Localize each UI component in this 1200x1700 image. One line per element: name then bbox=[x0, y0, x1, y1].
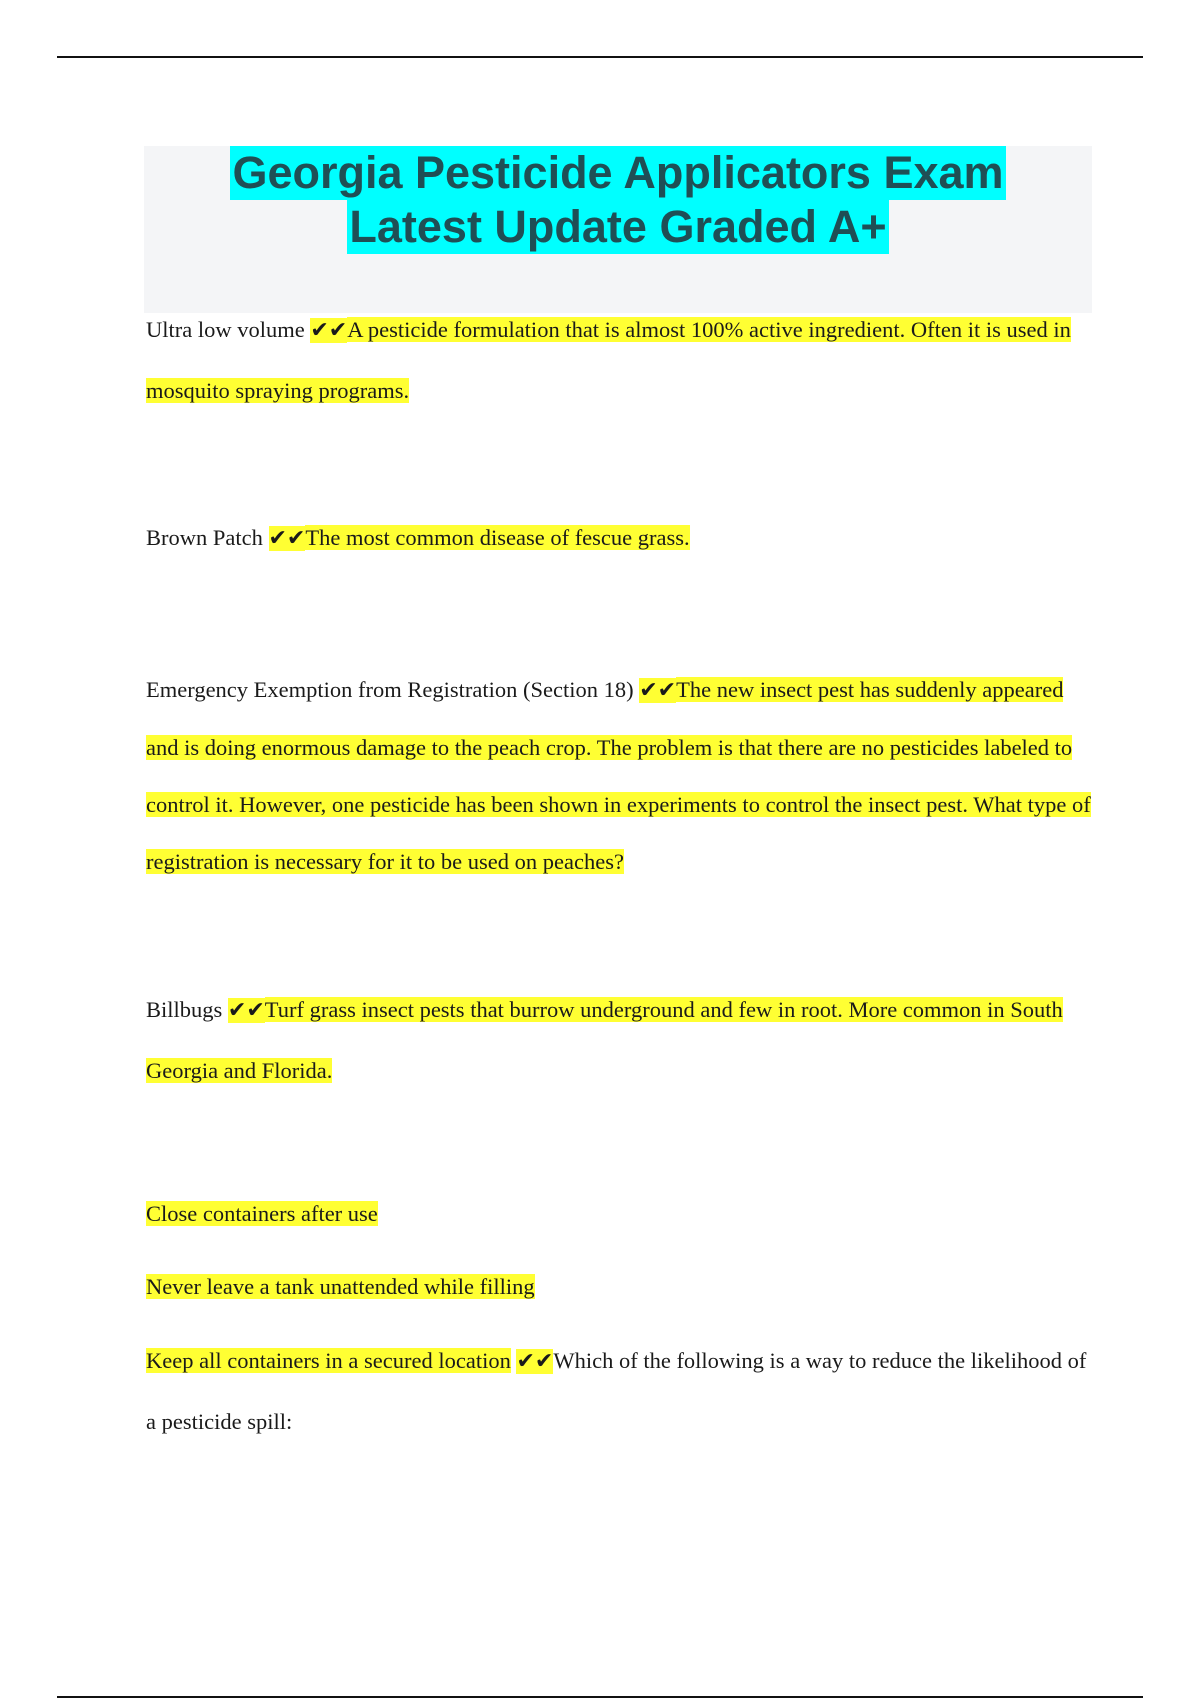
spill-option-2: Never leave a tank unattended while filling bbox=[146, 1274, 535, 1299]
term: Ultra low volume bbox=[146, 317, 305, 342]
definition: A pesticide formulation that is almost 100% active ingredient. Often it is used in mosquito spraying programs. bbox=[146, 317, 1071, 403]
qa-item-ultra-low-volume bbox=[146, 300, 1096, 421]
spill-option-1: Close containers after use bbox=[146, 1201, 378, 1226]
spill-option-3: Keep all containers in a secured location bbox=[146, 1348, 511, 1373]
double-check-icon: ✔✔ bbox=[516, 1349, 554, 1374]
double-check-icon: ✔✔ bbox=[639, 678, 677, 703]
term: Brown Patch bbox=[146, 525, 263, 550]
definition: The most common disease of fescue grass. bbox=[305, 525, 690, 550]
title-line-2: Latest Update Graded A+ bbox=[349, 201, 887, 252]
question: Which of the following is a way to reduce the likelihood of a pesticide spill: bbox=[146, 1348, 1087, 1434]
qa-item-spill-question bbox=[146, 1331, 1096, 1452]
double-check-icon: ✔✔ bbox=[227, 998, 265, 1023]
term: Billbugs bbox=[146, 997, 223, 1022]
double-check-icon: ✔✔ bbox=[268, 526, 306, 551]
title-line-1: Georgia Pesticide Applicators Exam bbox=[232, 147, 1004, 198]
qa-item-brown-patch bbox=[146, 508, 1096, 569]
term: Emergency Exemption from Registration (Section 18) bbox=[146, 677, 634, 702]
document-title bbox=[144, 146, 1092, 313]
qa-item-billbugs bbox=[146, 980, 1096, 1101]
footer-rule bbox=[57, 1696, 1143, 1698]
qa-item-emergency-exemption bbox=[146, 661, 1096, 890]
double-check-icon: ✔✔ bbox=[310, 318, 348, 343]
definition: Turf grass insect pests that burrow underground and few in root. More common in South Georgia and Florida. bbox=[146, 997, 1063, 1083]
header-rule bbox=[57, 56, 1143, 58]
definition: The new insect pest has suddenly appeared and is doing enormous damage to the peach crop. The problem is that there are no pesticides labeled to control it. However, one pesticide has been shown in experiments to control the insect pest. What type of registration is necessary for it to be used on peaches? bbox=[146, 677, 1091, 874]
